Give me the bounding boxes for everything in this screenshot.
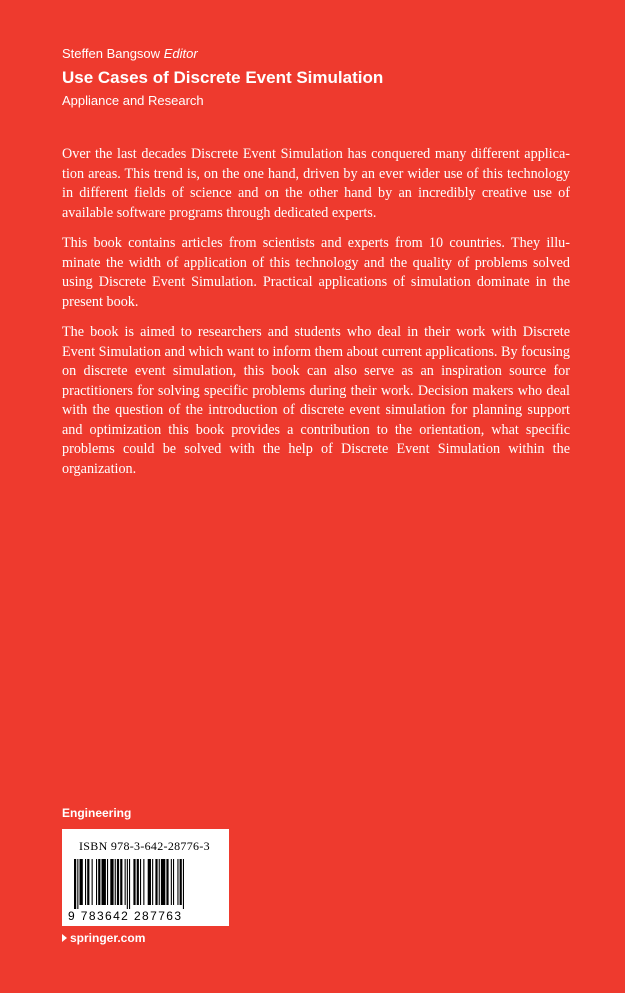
barcode-bar	[177, 859, 178, 905]
barcode-bar	[143, 859, 144, 905]
barcode-bar	[74, 859, 76, 909]
barcode-bar	[107, 859, 108, 905]
barcode-bar	[80, 859, 83, 905]
barcode-bar	[117, 859, 119, 905]
barcode-bar	[173, 859, 174, 905]
publisher-label: springer.com	[70, 931, 146, 945]
barcode-bar	[183, 859, 184, 909]
barcode-bar	[127, 859, 128, 909]
triangle-right-icon	[62, 934, 67, 942]
barcode-bar	[133, 859, 135, 905]
barcode-bar	[120, 859, 122, 905]
barcode-bar	[161, 859, 165, 905]
barcode-image	[72, 859, 219, 909]
publisher-link[interactable]	[62, 931, 145, 945]
barcode-bar	[125, 859, 126, 905]
barcode-bar	[152, 859, 153, 905]
barcode-bar	[92, 859, 93, 905]
barcode-bar	[137, 859, 139, 905]
blurb-paragraph: This book contains articles from scientists and experts from 10 countries. They illuminate the width of application of this technology and the quality of problems solved using Discrete Event Simulation. Practical applications of simulation dominate in the present book.	[62, 235, 570, 310]
book-subtitle: Appliance and Research	[62, 93, 204, 108]
barcode-bar	[140, 859, 141, 905]
barcode-bar	[102, 859, 106, 905]
barcode-bar	[77, 859, 78, 909]
barcode-bar	[159, 859, 160, 905]
barcode-digits: 9 783642 287763	[68, 909, 183, 923]
blurb-paragraph: The book is aimed to researchers and students who deal in their work with Discrete Event Simulation and which want to inform them about current applications. By focusing on discrete event simulation, this book can also serve as an inspiration source for practitioners for solving specific problems during their work. Decision makers who deal with the question of the introduction of discrete event simulation for planning support and optimization this book provides a contribution to the orientation, what specific problems could be solved with the help of Discrete Event Simulation within the organization.	[62, 324, 570, 477]
barcode-bar	[180, 859, 182, 905]
barcode-bar	[115, 859, 116, 905]
barcode-bar	[96, 859, 97, 905]
isbn-text: ISBN 978-3-642-28776-3	[79, 839, 210, 853]
barcode-bar	[171, 859, 172, 905]
barcode-bar	[110, 859, 113, 905]
editor-role: Editor	[163, 46, 198, 61]
barcode-bar	[148, 859, 151, 905]
editor-name: Steffen Bangsow	[62, 46, 161, 61]
blurb-paragraph: Over the last decades Discrete Event Simulation has conquered many different application areas. This trend is, on the one hand, driven by an ever wider use of this technology in different fields of science and on the other hand by an incredibly creative use of available software programs through dedicated experts.	[62, 146, 570, 221]
barcode-bar	[166, 859, 168, 905]
barcode-bar	[98, 859, 100, 905]
book-title: Use Cases of Discrete Event Simulation	[62, 68, 384, 87]
barcode-bar	[129, 859, 130, 909]
barcode-bar	[155, 859, 157, 905]
category-label: Engineering	[62, 806, 132, 820]
barcode-bar	[87, 859, 89, 905]
barcode-box	[62, 829, 229, 926]
blurb	[62, 145, 570, 490]
editor-line	[62, 46, 198, 61]
barcode-bar	[85, 859, 86, 905]
